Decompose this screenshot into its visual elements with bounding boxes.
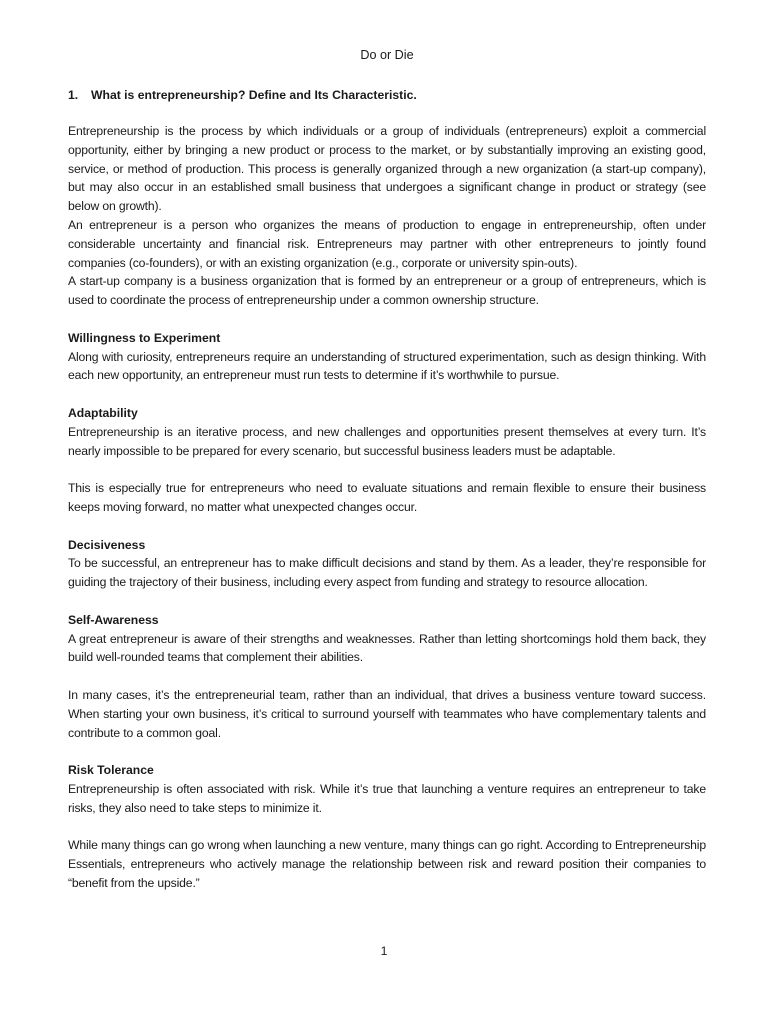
adaptability-paragraph-2: This is especially true for entrepreneurs who need to evaluate situations and remain flexible to ensure their business keeps moving forward, no matter what unexpected changes occur. xyxy=(68,481,706,514)
self-awareness-paragraph-1: A great entrepreneur is aware of their strengths and weaknesses. Rather than letting shortcomings hold them back, they build well-rounded teams that complement their abilities. xyxy=(68,631,706,665)
intro-paragraph-3: A start-up company is a business organization that is formed by an entrepreneur or a group of entrepreneurs, which is used to coordinate the process of entrepreneurship under a common ownership structure. xyxy=(68,274,706,308)
risk-tolerance-paragraph-2: While many things can go wrong when launching a new venture, many things can go right. According to Entrepreneurship Essentials, entrepreneurs who actively manage the relationship between risk and reward position their companies to “benefit from the upside.” xyxy=(68,838,706,890)
intro-paragraph-1: Entrepreneurship is the process by which individuals or a group of individuals (entrepreneurs) exploit a commercial opportunity, either by bringing a new product or process to the market, or by substantially improving an existing good, service, or method of production. This process is generally organized through a new organization (a start-up company), but may also occur in an established small business that undergoes a significant change in product or strategy (see below on growth). xyxy=(68,124,706,214)
page-header: Do or Die xyxy=(360,48,414,62)
heading-decisiveness: Decisiveness xyxy=(68,537,146,552)
self-awareness-paragraph-2: In many cases, it’s the entrepreneurial team, rather than an individual, that drives a business venture toward success. When starting your own business, it’s critical to surround yourself with teammates who have complementary talents and contribute to a common goal. xyxy=(68,687,706,740)
intro-paragraph-2: An entrepreneur is a person who organizes the means of production to engage in entrepreneurship, often under considerable uncertainty and financial risk. Entrepreneurs may partner with other entrepreneurs to jointly found companies (co-founders), or with an existing organization (e.g., corporate or university spin-outs). xyxy=(68,217,706,270)
adaptability-paragraph-1: Entrepreneurship is an iterative process, and new challenges and opportunities present themselves at every turn. It’s nearly impossible to be prepared for every scenario, but successful business leaders must be adaptable. xyxy=(68,424,706,458)
section-title xyxy=(68,86,706,104)
risk-tolerance-paragraph-1: Entrepreneurship is often associated with risk. While it’s true that launching a venture requires an entrepreneur to take risks, they also need to take steps to minimize it. xyxy=(68,781,706,815)
willingness-paragraph-1: Along with curiosity, entrepreneurs require an understanding of structured experimentation, such as design thinking. With each new opportunity, an entrepreneur must run tests to determine if it’s worthwhile to pursue. xyxy=(68,349,706,383)
heading-risk-tolerance: Risk Tolerance xyxy=(68,763,154,778)
heading-adaptability: Adaptability xyxy=(68,405,138,420)
section-title-text: What is entrepreneurship? Define and Its Characteristic. xyxy=(91,88,417,102)
section-number: 1. xyxy=(68,88,79,102)
heading-self-awareness: Self-Awareness xyxy=(68,612,159,627)
heading-willingness-to-experiment: Willingness to Experiment xyxy=(68,330,221,345)
decisiveness-paragraph-1: To be successful, an entrepreneur has to make difficult decisions and stand by them. As a leader, they’re responsible for guiding the trajectory of their business, including every aspect from funding and strategy to resource allocation. xyxy=(68,556,706,590)
page-number: 1 xyxy=(380,944,388,958)
